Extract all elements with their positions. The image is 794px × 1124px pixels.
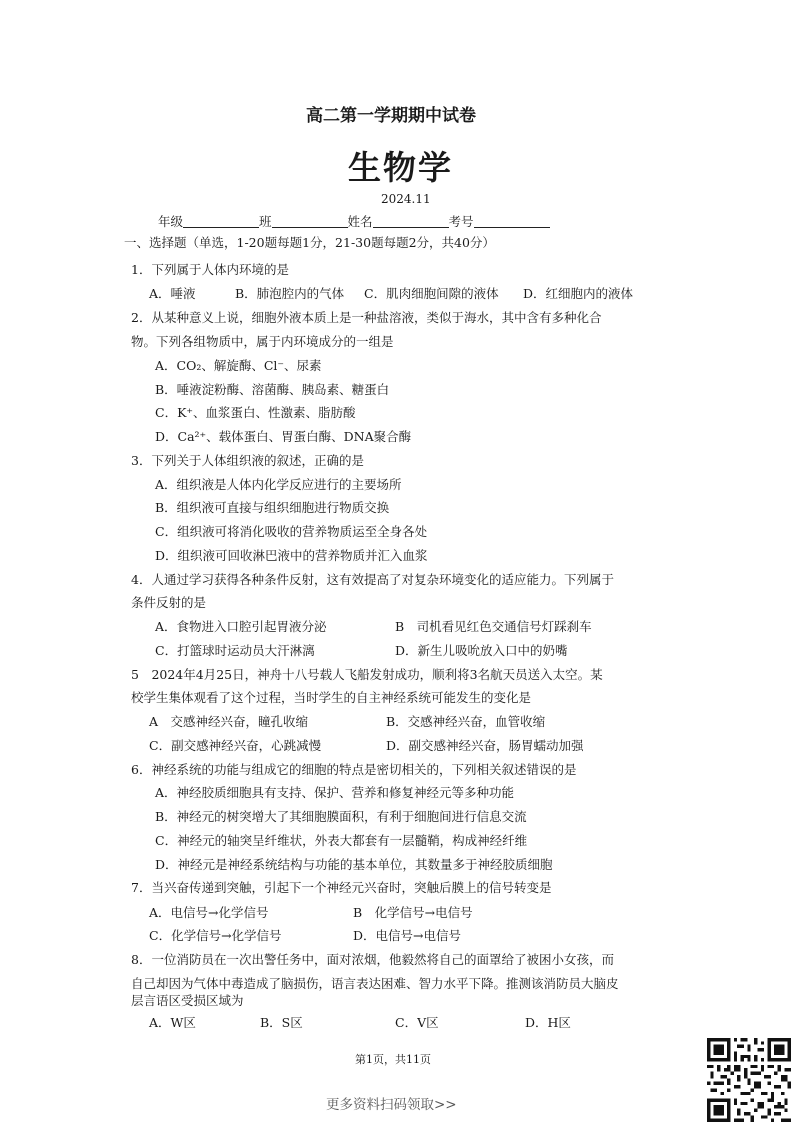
question-3-stem: 3．下列关于人体组织液的叙述，正确的是	[131, 453, 364, 468]
question-6-stem: 6．神经系统的功能与组成它的细胞的特点是密切相关的，下列相关叙述错误的是	[131, 762, 577, 777]
student-info-row	[158, 214, 550, 230]
qr-code-icon[interactable]	[707, 1038, 791, 1122]
question-8-stem-line2: 自己却因为气体中毒造成了脑损伤，语言表达困难、智力水平下降。推测该消防员大脑皮	[131, 976, 619, 991]
qr-code-graphic	[707, 1038, 791, 1122]
q4-option-a: A．食物进入口腔引起胃液分泌	[155, 619, 327, 634]
question-2-stem-line1: 2．从某种意义上说，细胞外液本质上是一种盐溶液，类似于海水，其中含有多种化合	[131, 310, 602, 325]
subject-title: 生物学	[348, 148, 453, 187]
q3-option-c: C．组织液可将消化吸收的营养物质运至全身各处	[155, 524, 428, 539]
page-number: 第1页，共11页	[355, 1053, 431, 1066]
question-5-stem-line2: 校学生集体观看了这个过程，当时学生的自主神经系统可能发生的变化是	[131, 690, 532, 705]
q7-option-a: A．电信号→化学信号	[149, 905, 269, 920]
class-blank	[272, 214, 348, 228]
q1-option-a: A．唾液	[149, 286, 196, 301]
exam-no-blank	[474, 214, 550, 228]
q6-option-d: D．神经元是神经系统结构与功能的基本单位，其数量多于神经胶质细胞	[155, 857, 553, 872]
q1-option-c: C．肌肉细胞间隙的液体	[364, 286, 499, 301]
q6-option-a: A．神经胶质细胞具有支持、保护、营养和修复神经元等多种功能	[155, 785, 515, 800]
exam-no-label: 考号	[448, 214, 474, 229]
exam-date: 2024.11	[381, 192, 431, 206]
question-1-stem: 1．下列属于人体内环境的是	[131, 262, 289, 277]
section-heading: 一、选择题（单选，1-20题每题1分，21-30题每题2分，共40分）	[124, 235, 495, 250]
question-5-stem-line1: 5 2024年4月25日，神舟十八号载人飞船发射成功，顺利将3名航天员送入太空。某	[131, 667, 603, 682]
question-7-stem: 7．当兴奋传递到突触，引起下一个神经元兴奋时，突触后膜上的信号转变是	[131, 880, 552, 895]
q3-option-d: D．组织液可回收淋巴液中的营养物质并汇入血浆	[155, 548, 428, 563]
q2-option-a: A．CO₂、解旋酶、Cl⁻、尿素	[155, 358, 322, 373]
more-resources-link[interactable]: 更多资料扫码领取>>	[326, 1097, 457, 1113]
question-4-stem-line2: 条件反射的是	[131, 595, 207, 610]
q2-option-b: B．唾液淀粉酶、溶菌酶、胰岛素、糖蛋白	[155, 382, 390, 397]
grade-label: 年级	[158, 214, 184, 229]
q8-option-b: B．S区	[260, 1015, 303, 1030]
question-2-stem-line2: 物。下列各组物质中，属于内环境成分的一组是	[131, 334, 394, 349]
q1-option-d: D．红细胞内的液体	[523, 286, 634, 301]
name-label: 姓名	[347, 214, 373, 229]
q4-option-c: C．打篮球时运动员大汗淋漓	[155, 643, 315, 658]
question-8-stem-line1: 8．一位消防员在一次出警任务中，面对浓烟，他毅然将自己的面罩给了被困小女孩，而	[131, 952, 614, 967]
q1-option-b: B．肺泡腔内的气体	[235, 286, 345, 301]
q7-option-b: B 化学信号→电信号	[353, 905, 473, 920]
question-8-stem-line3: 层言语区受损区域为	[131, 993, 244, 1008]
q8-option-c: C．V区	[395, 1015, 439, 1030]
q6-option-b: B．神经元的树突增大了其细胞膜面积，有利于细胞间进行信息交流	[155, 809, 527, 824]
question-4-stem-line1: 4．人通过学习获得各种条件反射，这有效提高了对复杂环境变化的适应能力。下列属于	[131, 572, 614, 587]
q5-option-a: A 交感神经兴奋，瞳孔收缩	[149, 714, 309, 729]
q5-option-c: C．副交感神经兴奋，心跳减慢	[149, 738, 322, 753]
q4-option-b: B 司机看见红色交通信号灯踩刹车	[395, 619, 592, 634]
q3-option-b: B．组织液可直接与组织细胞进行物质交换	[155, 500, 390, 515]
q2-option-c: C．K⁺、血浆蛋白、性激素、脂肪酸	[155, 405, 356, 420]
q5-option-d: D．副交感神经兴奋，肠胃蠕动加强	[386, 738, 584, 753]
q7-option-c: C．化学信号→化学信号	[149, 928, 282, 943]
exam-title: 高二第一学期期中试卷	[306, 106, 476, 126]
q8-option-d: D．H区	[525, 1015, 571, 1030]
q7-option-d: D．电信号→电信号	[353, 928, 461, 943]
q4-option-d: D．新生儿吸吮放入口中的奶嘴	[395, 643, 568, 658]
name-blank	[373, 214, 449, 228]
q6-option-c: C．神经元的轴突呈纤维状，外表大都套有一层髓鞘，构成神经纤维	[155, 833, 528, 848]
q8-option-a: A．W区	[149, 1015, 196, 1030]
q5-option-b: B．交感神经兴奋，血管收缩	[386, 714, 546, 729]
q3-option-a: A．组织液是人体内化学反应进行的主要场所	[155, 477, 402, 492]
class-label: 班	[259, 214, 272, 229]
q2-option-d: D．Ca²⁺、载体蛋白、胃蛋白酶、DNA聚合酶	[155, 429, 412, 444]
grade-blank	[183, 214, 259, 228]
